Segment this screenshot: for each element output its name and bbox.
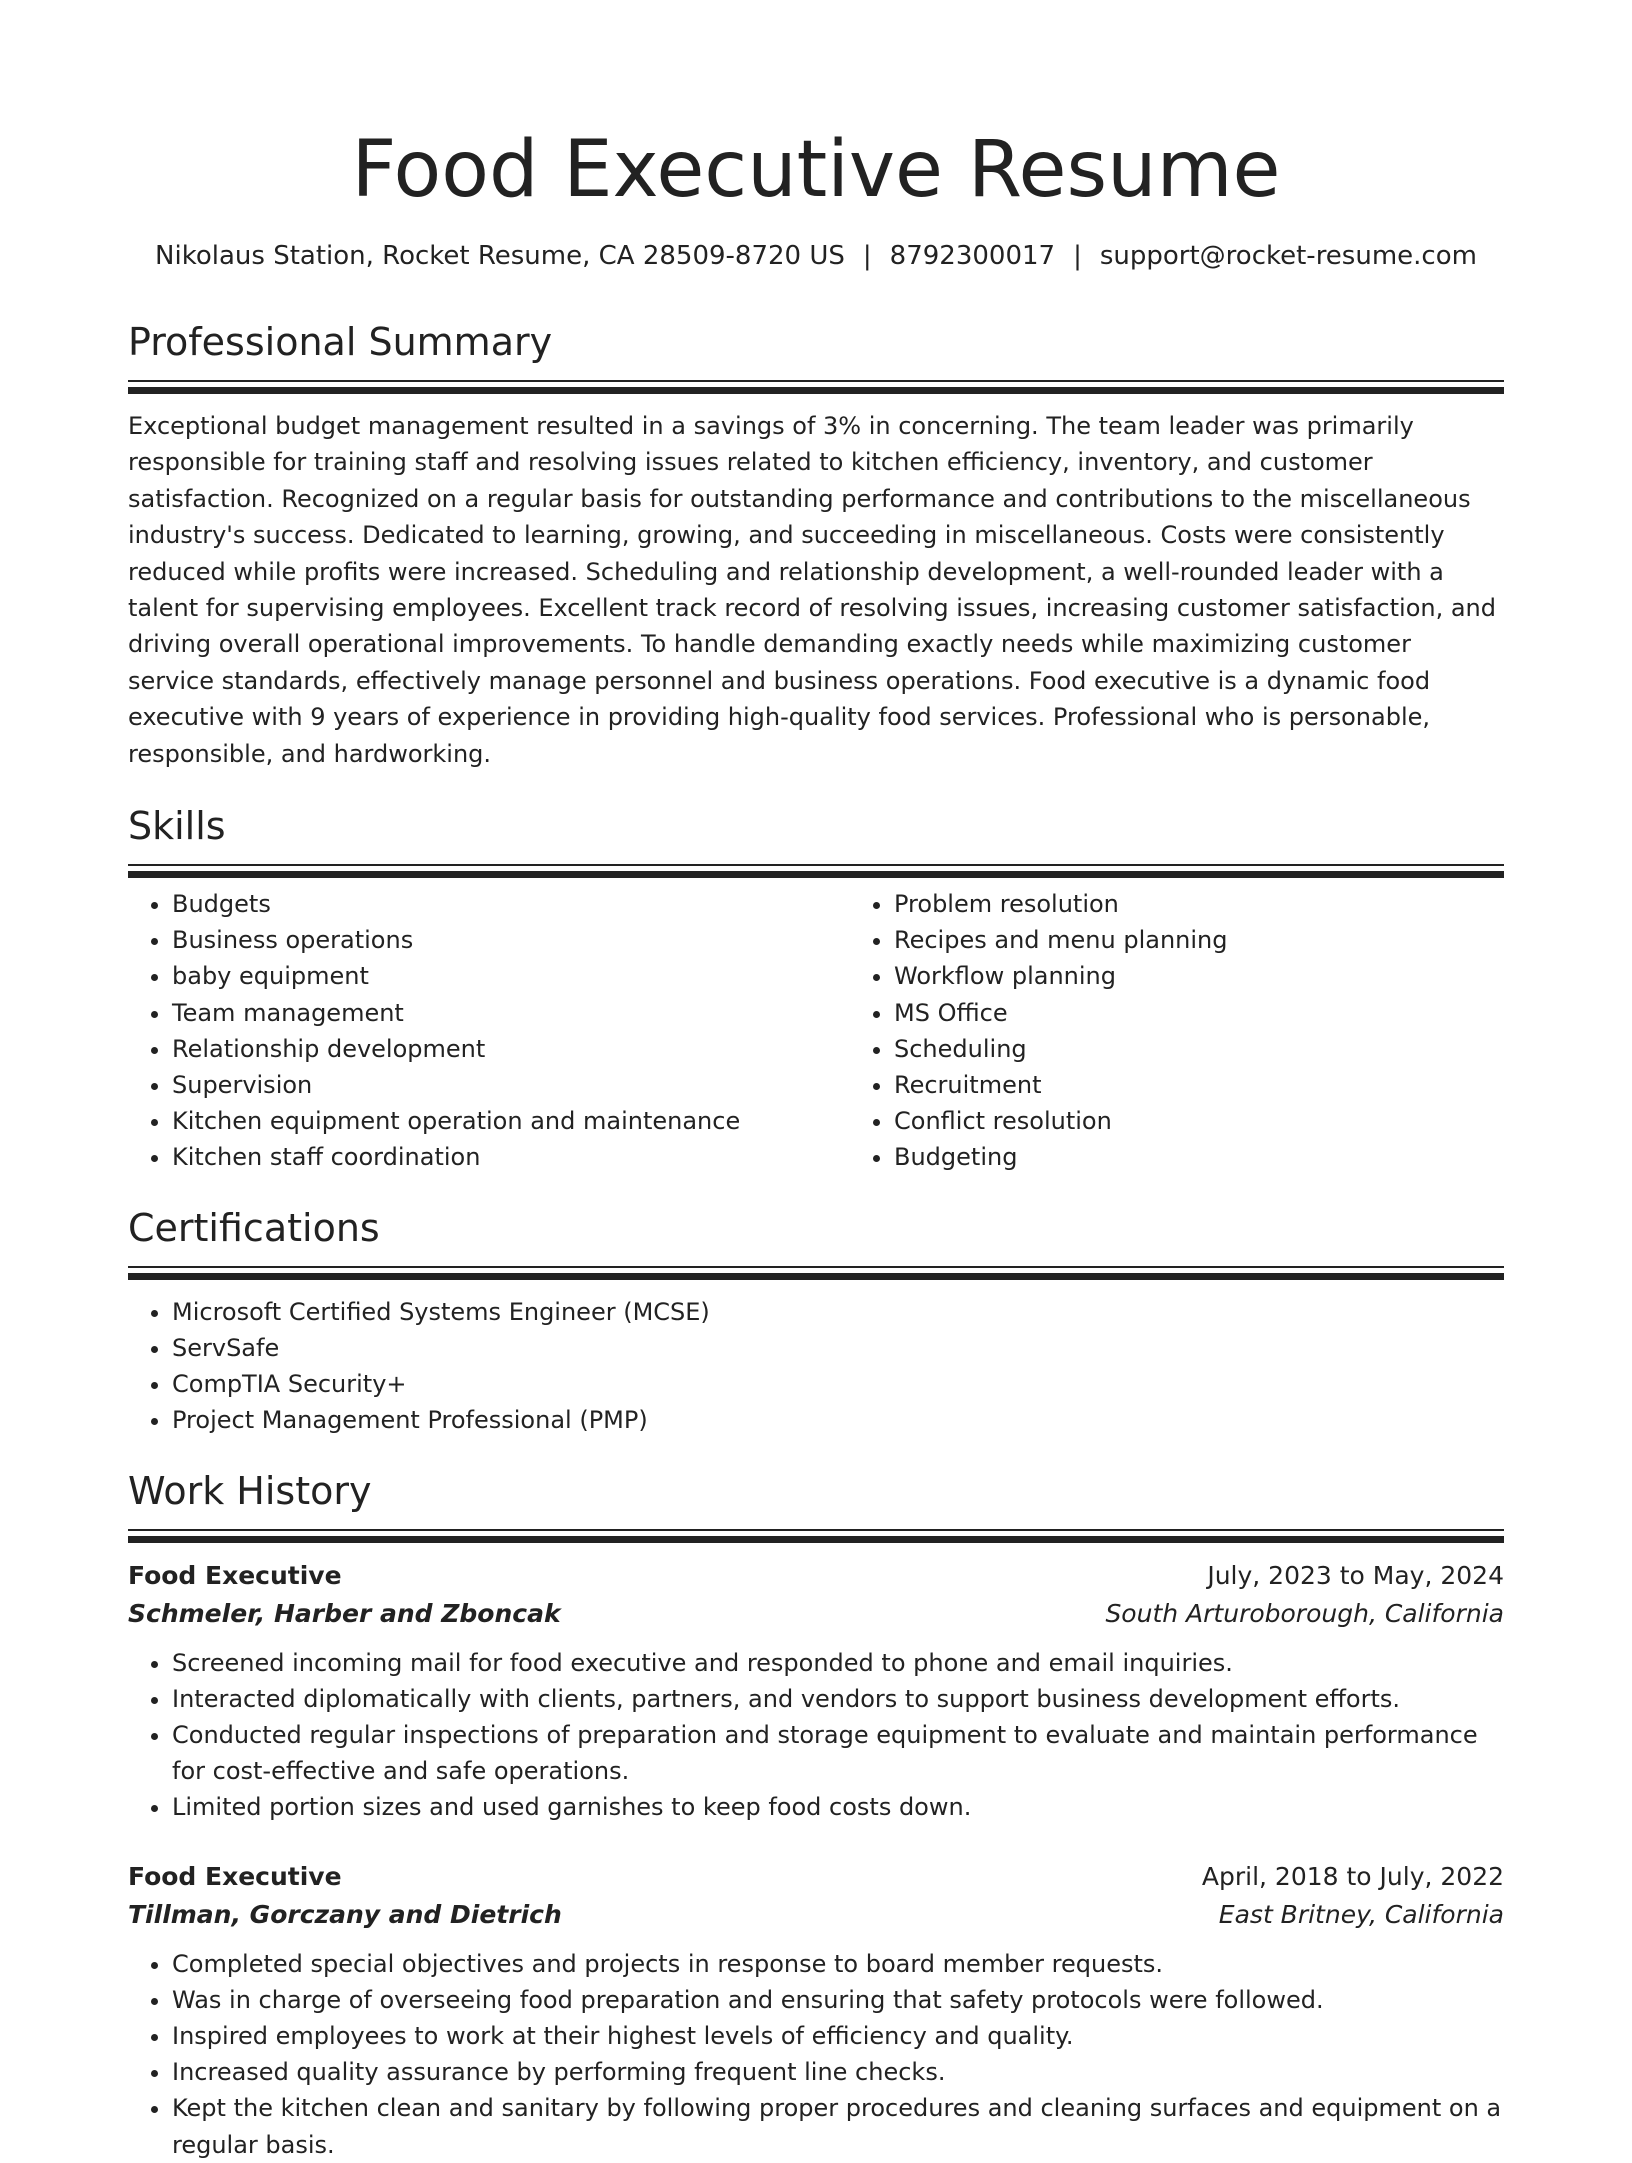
- section-divider: [128, 1266, 1504, 1280]
- list-item: • Budgets: [172, 886, 850, 922]
- contact-line: [128, 236, 1504, 276]
- list-item: • ServSafe: [172, 1330, 1504, 1366]
- skills-grid: [128, 878, 1504, 1176]
- list-item: • Inspired employees to work at their highest levels of efficiency and quality.: [172, 2018, 1504, 2054]
- work-history-section: [128, 1467, 1504, 2163]
- list-item: • Supervision: [172, 1067, 850, 1103]
- section-divider: [128, 380, 1504, 394]
- certifications-section: [128, 1204, 1504, 1439]
- section-heading-certifications: Certifications: [128, 1205, 380, 1250]
- list-item: • baby equipment: [172, 958, 850, 994]
- list-item: • Problem resolution: [894, 886, 1572, 922]
- job-header-row: [128, 1557, 1504, 1595]
- list-item: • Kitchen equipment operation and maintenance: [172, 1103, 850, 1139]
- list-item: • Scheduling: [894, 1031, 1572, 1067]
- list-item: • Limited portion sizes and used garnishes to keep food costs down.: [172, 1789, 1504, 1825]
- section-divider: [128, 864, 1504, 878]
- section-heading-work-history: Work History: [128, 1468, 372, 1513]
- job-company: Tillman, Gorczany and Dietrich: [128, 1899, 562, 1929]
- section-divider: [128, 1529, 1504, 1543]
- job-entry: [128, 1557, 1504, 1826]
- job-company-row: [128, 1896, 1504, 1934]
- list-item: • Recipes and menu planning: [894, 922, 1572, 958]
- summary-text: Exceptional budget management resulted in a savings of 3% in concerning. The team leader was primarily responsible for training staff and resolving issues related to kitchen efficiency, inventory, and customer satisfaction. Recognized on a regular basis for outstanding performance and contributions to the miscellaneous industry's success. Dedicated to learning, growing, and succeeding in miscellaneous. Costs were consistently reduced while profits were increased. Scheduling and relationship development, a well-rounded leader with a talent for supervising employees. Excellent track record of resolving issues, increasing customer satisfaction, and driving overall operational improvements. To handle demanding exactly needs while maximizing customer service standards, effectively manage personnel and business operations. Food executive is a dynamic food executive with 9 years of experience in providing high-quality food services. Professional who is personable, responsible, and hardworking.: [128, 412, 1496, 768]
- list-item: • CompTIA Security+: [172, 1366, 1504, 1402]
- contact-separator: |: [1073, 241, 1082, 271]
- job-header-row: [128, 1858, 1504, 1896]
- list-item: • Kitchen staff coordination: [172, 1139, 850, 1175]
- list-item: • Completed special objectives and projects in response to board member requests.: [172, 1946, 1504, 1982]
- resume-page: [128, 0, 1504, 2163]
- list-item: • Relationship development: [172, 1031, 850, 1067]
- list-item: • Microsoft Certified Systems Engineer (MCSE): [172, 1294, 1504, 1330]
- list-item: • Conflict resolution: [894, 1103, 1572, 1139]
- contact-address: Nikolaus Station, Rocket Resume, CA 28509-8720 US: [155, 241, 845, 271]
- list-item: • MS Office: [894, 995, 1572, 1031]
- list-item: • Interacted diplomatically with clients, partners, and vendors to support business development efforts.: [172, 1681, 1504, 1717]
- section-heading-summary: Professional Summary: [128, 320, 553, 364]
- list-item: • Team management: [172, 995, 850, 1031]
- job-dates: July, 2023 to May, 2024: [1207, 1560, 1504, 1590]
- list-item: • Was in charge of overseeing food preparation and ensuring that safety protocols were followed.: [172, 1982, 1504, 2018]
- list-item: • Project Management Professional (PMP): [172, 1402, 1504, 1438]
- list-item: • Business operations: [172, 922, 850, 958]
- job-bullets: [128, 1645, 1504, 1826]
- job-title: Food Executive: [128, 1560, 342, 1590]
- job-company: Schmeler, Harber and Zboncak: [128, 1598, 561, 1628]
- list-item: • Conducted regular inspections of preparation and storage equipment to evaluate and maintain performance for cost-effective and safe operations.: [172, 1717, 1504, 1789]
- job-location: East Britney, California: [1218, 1899, 1504, 1929]
- contact-separator: |: [862, 241, 872, 271]
- list-item: • Kept the kitchen clean and sanitary by following proper procedures and cleaning surfaces and equipment on a regular basis.: [172, 2090, 1504, 2162]
- resume-title: Food Executive Resume: [351, 125, 1281, 215]
- contact-email: support@rocket-resume.com: [1099, 241, 1477, 271]
- skills-list-left: [128, 886, 850, 1176]
- section-heading-skills: Skills: [128, 804, 226, 849]
- list-item: • Increased quality assurance by performing frequent line checks.: [172, 2054, 1504, 2090]
- job-dates: April, 2018 to July, 2022: [1201, 1861, 1504, 1891]
- certifications-list: [128, 1294, 1504, 1439]
- list-item: • Recruitment: [894, 1067, 1572, 1103]
- skills-list-right: [850, 886, 1572, 1176]
- contact-phone: 8792300017: [889, 241, 1056, 271]
- job-entry: [128, 1858, 1504, 2163]
- job-location: South Arturoborough, California: [1105, 1598, 1504, 1628]
- list-item: • Workflow planning: [894, 958, 1572, 994]
- job-bullets: [128, 1946, 1504, 2163]
- list-item: • Budgeting: [894, 1139, 1572, 1175]
- job-company-row: [128, 1595, 1504, 1633]
- skills-section: [128, 802, 1504, 1176]
- job-title: Food Executive: [128, 1861, 342, 1891]
- list-item: • Screened incoming mail for food executive and responded to phone and email inquiries.: [172, 1645, 1504, 1681]
- summary-section: [128, 318, 1504, 772]
